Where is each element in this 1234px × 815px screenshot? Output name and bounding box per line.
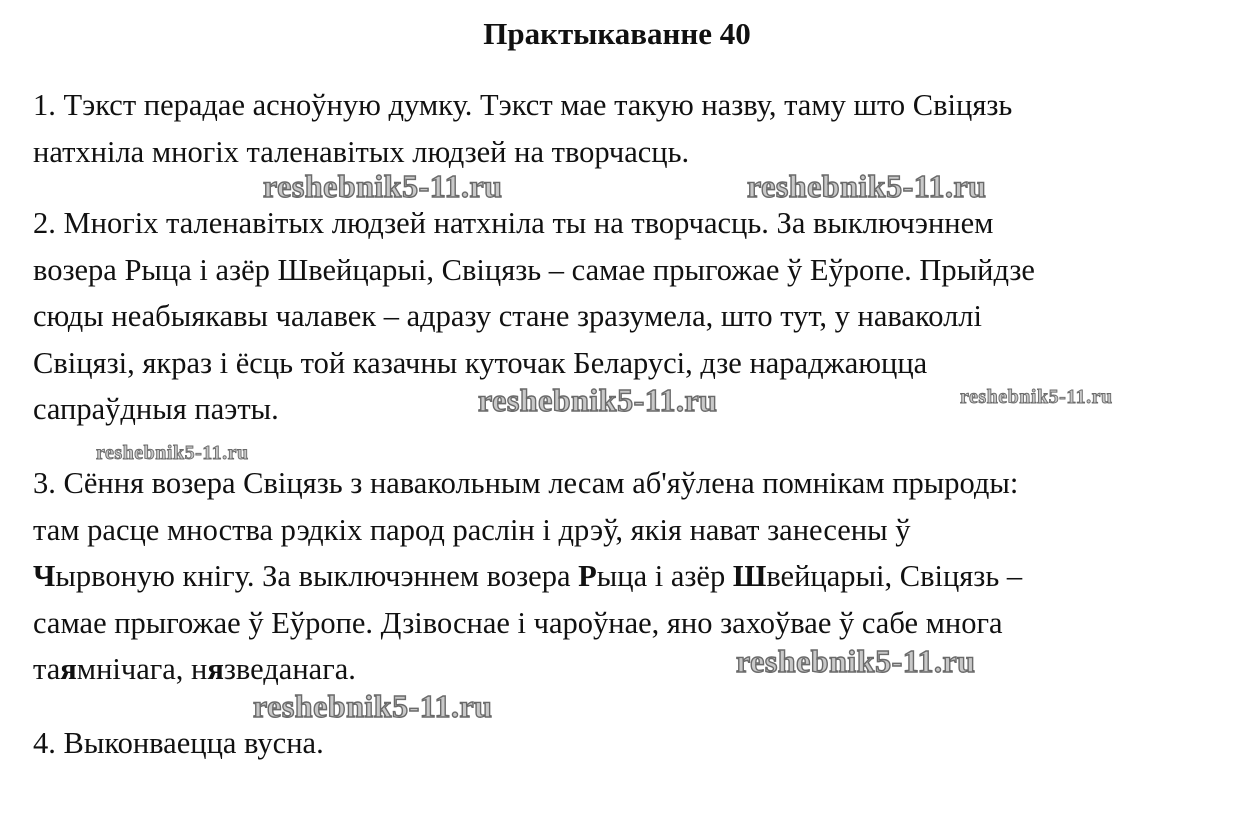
watermark: reshebnik5-11.ru [253,688,493,724]
text-run: ырвоную кнігу. За выключэннем возера [55,559,579,593]
bold-letter: я [60,652,77,686]
text-line: возера Рыца і азёр Швейцарыі, Свіцязь – самае прыгожае ў Еўропе. Прыйдзе [33,252,1035,287]
text-run: ыца і азёр [596,559,733,593]
text-line: сюды неабыякавы чалавек – адразу стане зразумела, што тут, у наваколлі [33,299,982,333]
paragraph-1 [33,82,1223,175]
text-line: 3. Сёння возера Свіцязь з навакольным лесам аб'яўлена помнікам прыроды: [33,466,1019,500]
paragraph-3 [33,460,1223,693]
bold-letter: я [207,652,224,686]
bold-letter: Ч [33,559,56,593]
bold-letter: Ш [732,559,767,593]
watermark: reshebnik5-11.ru [960,386,1113,408]
text-line: натхніла многіх таленавітых людзей на творчасць. [33,134,690,169]
watermark: reshebnik5-11.ru [736,643,976,679]
text-line: 4. Выконваецца вусна. [33,726,324,760]
bold-letter: Р [578,559,597,593]
watermark: reshebnik5-11.ru [263,168,503,204]
text-run: мнічага, н [76,652,208,686]
watermark: reshebnik5-11.ru [747,168,987,204]
paragraph-4 [33,720,1223,767]
text-run: зведанага. [223,652,356,686]
watermark: reshebnik5-11.ru [478,382,718,418]
text-line: 1. Тэкст перадае асноўную думку. Тэкст мае такую назву, таму што Свіцязь [33,88,1013,122]
text-run: та [33,652,61,686]
text-run: вейцарыі, Свіцязь – [766,559,1023,593]
text-line: 2. Многіх таленавітых людзей натхніла ты на творчасць. За выключэннем [33,206,994,240]
text-line: Свіцязі, якраз і ёсць той казачны куточак Беларусі, дзе нараджаюцца [33,345,928,380]
text-line: там расце мноства рэдкіх парод раслін і дрэў, якія нават занесены ў [33,512,911,547]
page-title: Практыкаванне 40 [483,16,751,51]
text-line: сапраўдныя паэты. [33,392,279,426]
text-line [33,646,1223,693]
text-line: самае прыгожае ў Еўропе. Дзівоснае і чароўнае, яно захоўвае ў сабе многа [33,605,1003,640]
watermark: reshebnik5-11.ru [96,442,249,464]
text-line [33,553,1223,600]
